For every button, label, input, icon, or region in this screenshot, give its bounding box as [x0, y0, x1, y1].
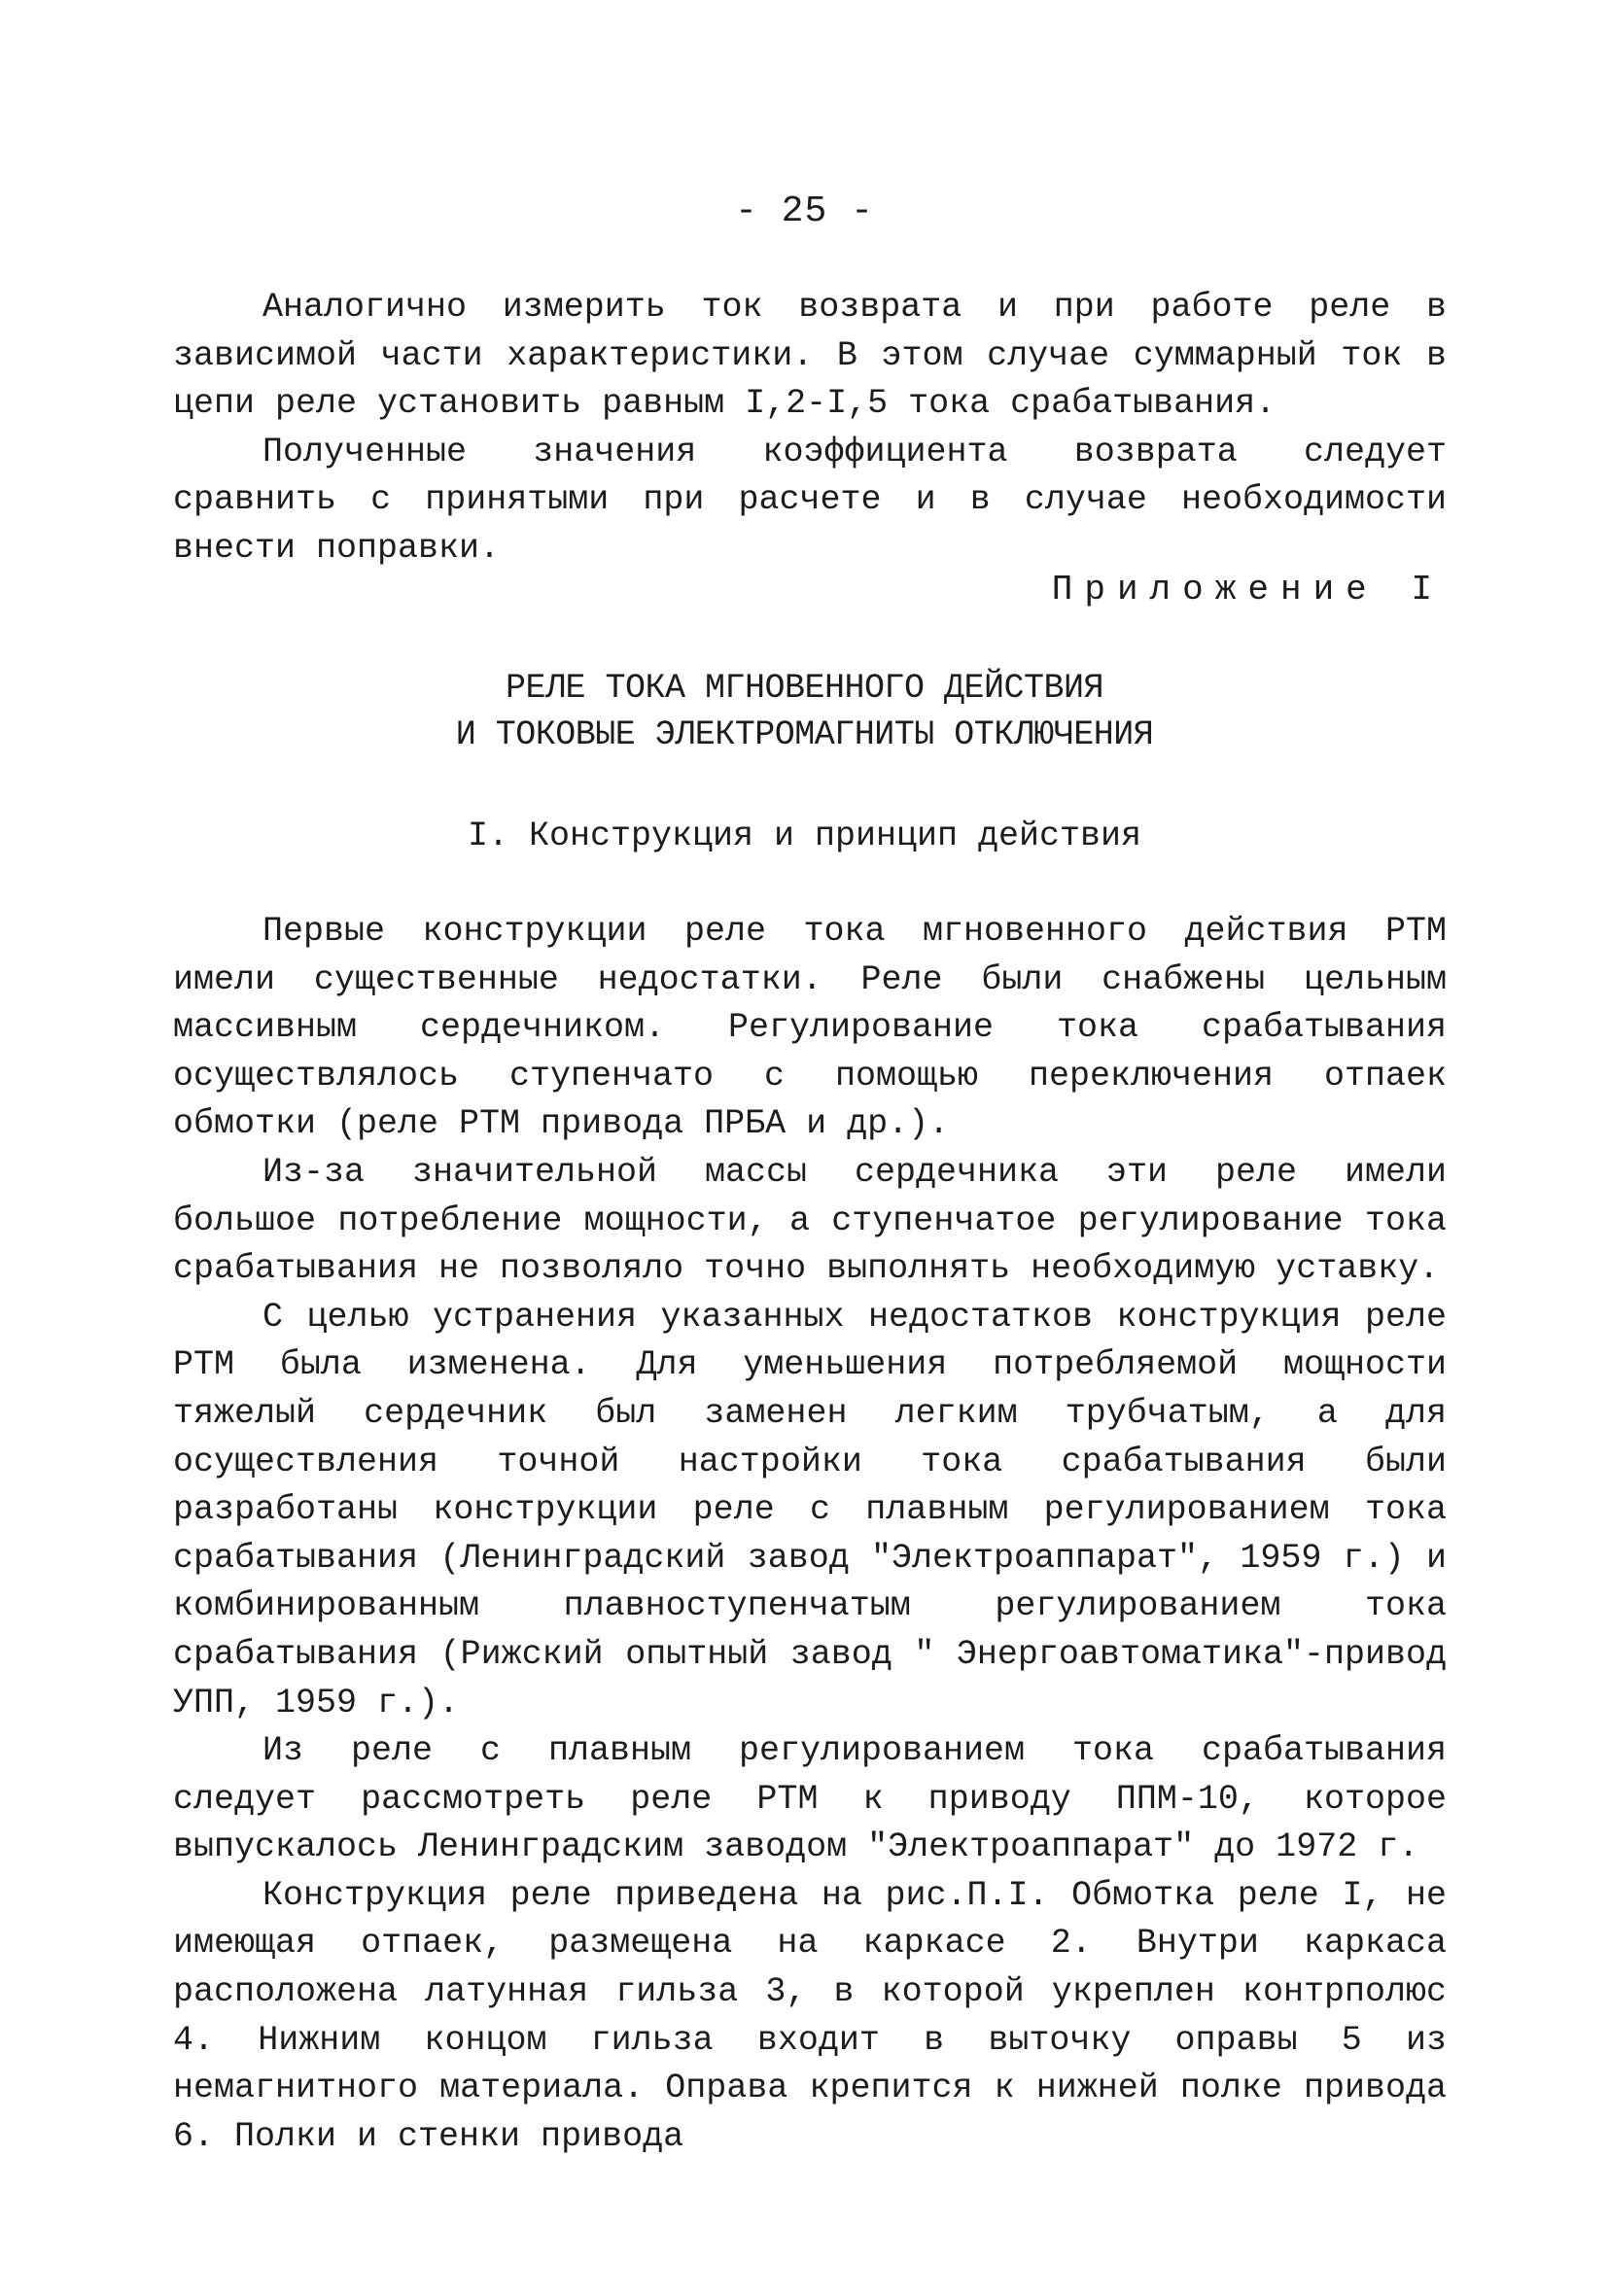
paragraph: Аналогично измерить ток возврата и при работе реле в зависимой части характеристики. В этом случае суммарный ток в цепи реле установить равным I,2-I,5 тока срабатывания. — [173, 288, 1447, 424]
appendix-label: Приложение I — [1051, 570, 1444, 609]
paragraph: Полученные значения коэффициента возврата следует сравнить с принятыми при расчете и в случае необходимости внести поправки. — [173, 432, 1447, 568]
appendix-title-line-1: РЕЛЕ ТОКА МГНОВЕННОГО ДЕЙСТВИЯ — [505, 669, 1104, 708]
page-number: - 25 - — [735, 191, 874, 232]
body-text — [173, 908, 1447, 2161]
intro-text — [173, 284, 1447, 574]
paragraph: Из реле с плавным регулированием тока срабатывания следует рассмотреть реле РТМ к приводу ППМ-10, которое выпускалось Ленинградским заводом "Электроаппарат" до 1972 г. — [173, 1731, 1447, 1867]
appendix-title-line-2: И ТОКОВЫЕ ЭЛЕКТРОМАГНИТЫ ОТКЛЮЧЕНИЯ — [455, 715, 1154, 754]
paragraph: Из-за значительной массы сердечника эти реле имели большое потребление мощности, а ступенчатое регулирование тока срабатывания не позволяло точно выполнять необходимую уставку. — [173, 1152, 1447, 1289]
section-heading: I. Конструкция и принцип действия — [467, 817, 1142, 855]
paragraph: С целью устранения указанных недостатков конструкция реле РТМ была изменена. Для уменьшения потребляемой мощности тяжелый сердечник был заменен легким трубчатым, а для осуществления точной настройки тока срабатывания были разработаны конструкции реле с плавным регулированием тока срабатывания (Ленинградский завод "Электроаппарат", 1959 г.) и комбинированным плавноступенчатым регулированием тока срабатывания (Рижский опытный завод " Энергоавтоматика"-привод УПП, 1959 г.). — [173, 1297, 1447, 1722]
paragraph: Первые конструкции реле тока мгновенного действия РТМ имели существенные недостатки. Реле были снабжены цельным массивным сердечником. Регулирование тока срабатывания осуществлялось ступенчато с помощью переключения отпаек обмотки (реле РТМ привода ПРБА и др.). — [173, 912, 1447, 1144]
paragraph: Конструкция реле приведена на рис.П.I. Обмотка реле I, не имеющая отпаек, размещена на каркасе 2. Внутри каркаса расположена латунная гильза 3, в которой укреплен контрполюс 4. Нижним концом гильза входит в выточку оправы 5 из немагнитного материала. Оправа крепится к нижней полке привода 6. Полки и стенки привода — [173, 1875, 1447, 2156]
